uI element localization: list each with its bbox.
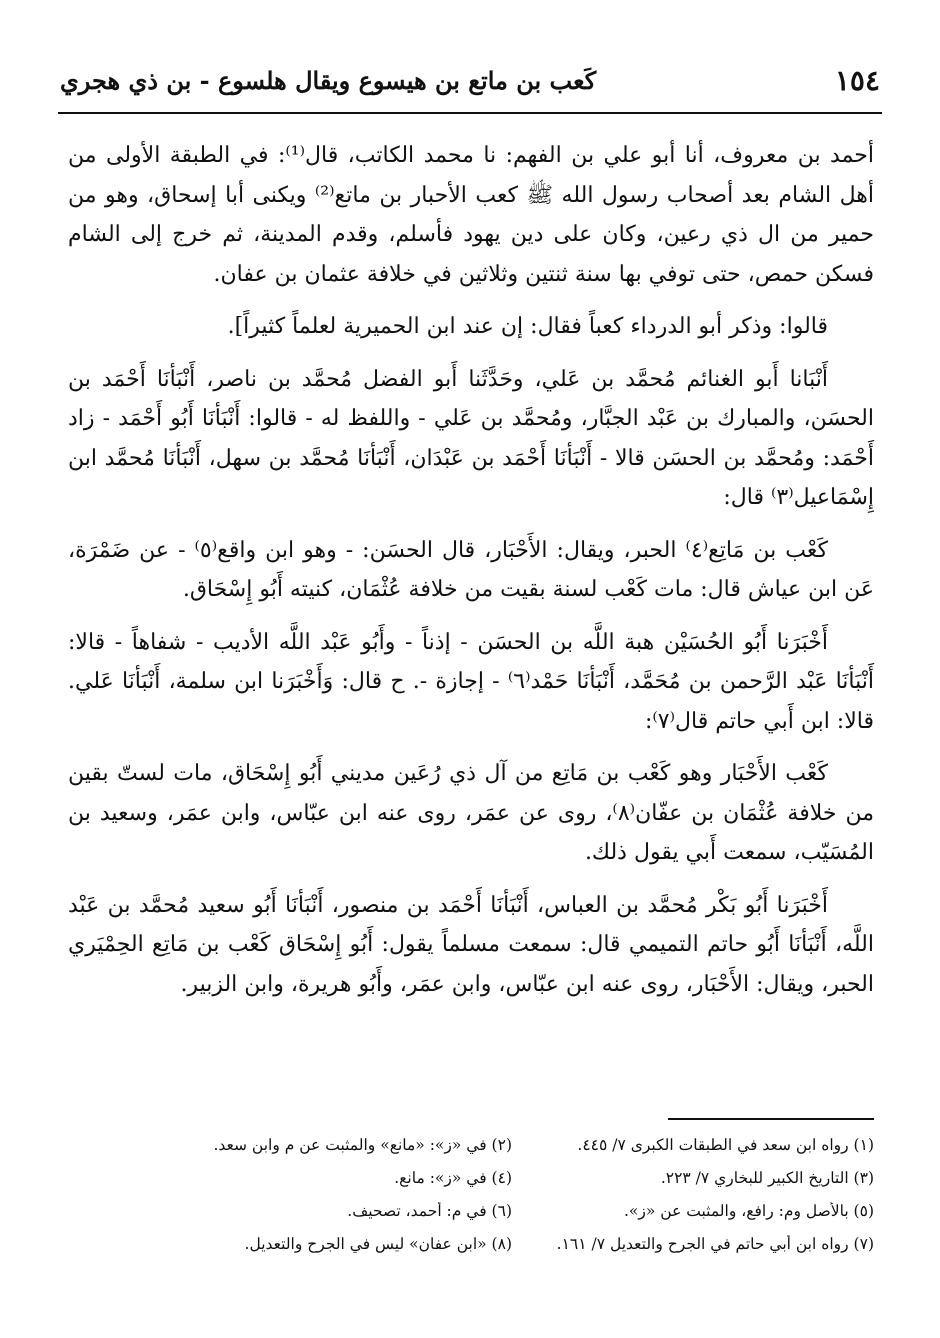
footnote-8: (٨) «ابن عفان» ليس في الجرح والتعديل. <box>244 1234 512 1253</box>
paragraph-5: أَخْبَرَنا أَبُو الحُسَيْن هبة اللَّه بن الحسَن - إذناً - وأَبُو عَبْد اللَّه الأديب - شفاهاً - قالا: أَنْبَأنَا عَبْد الرَّحمن بن مُحَمَّد، أَنْبَأنَا حَمْد⁽٦⁾ - إجازة -. ح قال: وَأَخْبَرَنا ابن سلمة، أَنْبَأنَا عَلي. قالا: ابن أَبي حاتم قال⁽٧⁾: <box>68 629 875 734</box>
footnote-row <box>150 1128 874 1161</box>
page-number: ١٥٤ <box>834 64 880 97</box>
footnote-3: (٣) التاريخ الكبير للبخاري ٧/ ٢٢٣. <box>660 1168 874 1187</box>
footnote-5: (٥) بالأصل وم: رافع، والمثبت عن «ز». <box>623 1201 874 1220</box>
paragraph-3: أَنْبَانا أَبو الغنائم مُحمَّد بن عَلي، وحَدَّثَنا أَبو الفضل مُحمَّد بن ناصر، أَنْبَأنَا أَحْمَد بن الحسَن، والمبارك بن عَبْد الجبَّار، ومُحمَّد بن عَلي - واللفظ له - قالوا: أَنْبَأنَا أَبُو أَحْمَد - زاد أَحْمَد: ومُحمَّد بن الحسَن قالا - أَنْبَأنَا أَحْمَد بن عَبْدَان، أَنْبَأنَا مُحمَّد بن سهل، أَنْبَأنَا مُحمَّد ابن إِسْمَاعيل⁽٣⁾ قال: <box>68 366 874 510</box>
paragraph-1: أحمد بن معروف، أنا أبو علي بن الفهم: نا محمد الكاتب، قال⁽¹⁾: في الطبقة الأولى من أهل الشام بعد أصحاب رسول الله ﷺ كعب الأحبار بن ماتع⁽²⁾ ويكنى أبا إسحاق، وهو من حمير من ال ذي رعين، وكان على دين يهود فأسلم، وقدم المدينة، ثم خرج إلى الشام فسكن حمص، حتى توفي بها سنة ثنتين وثلاثين في خلافة عثمان بن عفان. <box>68 143 875 287</box>
main-text <box>68 136 874 1004</box>
header-rule <box>58 112 882 114</box>
footnote-row <box>150 1227 874 1260</box>
footnotes <box>150 1128 874 1260</box>
running-title: كَعب بن ماتع بن هيسوع ويقال هلسوع - بن ذي هجري <box>60 66 597 95</box>
footnote-row <box>150 1194 874 1227</box>
footnote-2: (٢) في «ز»: «مانع» والمثبت عن م وابن سعد. <box>213 1135 512 1154</box>
footnote-rule <box>668 1118 874 1120</box>
page-header <box>60 64 880 108</box>
paragraph-6: كَعْب الأَحْبَار وهو كَعْب بن مَاتِع من آل ذي رُعَين مديني أَبُو إِسْحَاق، مات لستّ بقين من خلافة عُثْمَان بن عفّان⁽٨⁾، روى عن عمَر، روى عنه ابن عبّاس، وابن عمَر، وسعيد بن المُسَيّب، سمعت أَبي يقول ذلك. <box>68 761 874 865</box>
footnote-1: (١) رواه ابن سعد في الطبقات الكبرى ٧/ ٤٤٥. <box>577 1135 874 1154</box>
paragraph-4: كَعْب بن مَاتِع⁽٤⁾ الحبر، ويقال: الأَحْبَار، قال الحسَن: - وهو ابن واقع⁽٥⁾ - عن ضَمْرَة، عَن ابن عياش قال: مات كَعْب لسنة بقيت من خلافة عُثْمَان، كنيته أَبُو إِسْحَاق. <box>68 537 874 602</box>
footnote-6: (٦) في م: أحمد، تصحيف. <box>347 1201 512 1220</box>
footnote-4: (٤) في «ز»: مانع. <box>394 1168 512 1187</box>
footnote-7: (٧) رواه ابن أبي حاتم في الجرح والتعديل ٧/ ١٦١. <box>556 1234 874 1253</box>
paragraph-2: قالوا: وذكر أبو الدرداء كعباً فقال: إن عند ابن الحميرية لعلماً كثيراً]. <box>227 314 828 339</box>
footnote-row <box>150 1161 874 1194</box>
paragraph-7: أَخْبَرَنا أَبُو بَكْر مُحمَّد بن العباس، أَنْبَأنَا أَحْمَد بن منصور، أَنْبَأنَا أَبُو سعيد مُحمَّد بن عَبْد اللَّه، أَنْبَأنَا أَبُو حاتم التميمي قال: سمعت مسلماً يقول: أَبُو إِسْحَاق كَعْب بن مَاتِع الحِمْيَري الحبر، ويقال: الأَحْبَار، روى عنه ابن عبّاس، وابن عمَر، وأَبُو هريرة، وابن الزبير. <box>68 892 874 997</box>
